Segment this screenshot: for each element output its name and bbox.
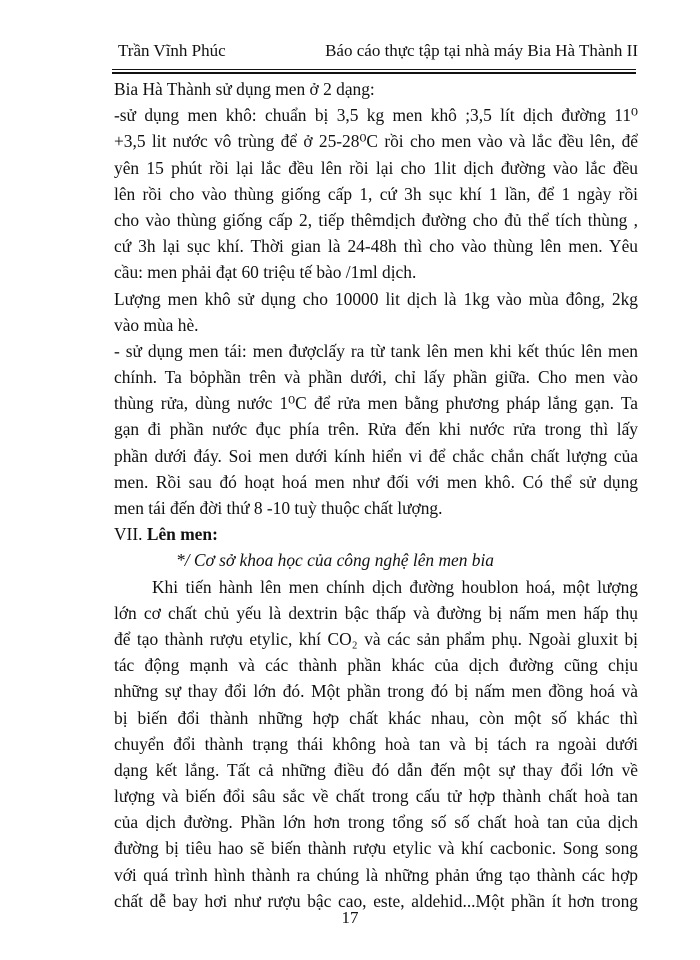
paragraph-line: đường bị tiêu hao sẽ biến thành rượu etylic và khí cacbonic. Song song bbox=[114, 838, 638, 859]
body-line: lên rồi cho vào thùng giống cấp 1, cứ 3h sục khí 1 lần, để 1 ngày rồi bbox=[114, 183, 638, 204]
paragraph-line: để tạo thành rượu etylic, khí CO₂ và các sản phẩm phụ. Ngoài gluxit bị bbox=[114, 628, 638, 649]
paragraph-line: dạng kết lắng. Tất cả những điều đó dẫn đến một sự thay đổi lớn về bbox=[114, 759, 638, 780]
paragraph-line: tác động mạnh và các thành phần khác của dịch đường cũng chịu bbox=[114, 655, 638, 676]
body-line: thùng rửa, dùng nước 1⁰C để rửa men bằng phương pháp lắng gạn. Ta bbox=[114, 393, 638, 414]
body-line: phần dưới đáy. Soi men dưới kính hiển vi để chắc chắn chất lượng của bbox=[114, 445, 638, 466]
paragraph-line: với quá trình hình thành ra chúng là những phản ứng tạo thành các hợp bbox=[114, 864, 638, 885]
body-line: yên 15 phút rồi lại lắc đều lên rồi lại cho 1lit dịch đường vào lắc đều bbox=[114, 157, 638, 178]
paragraph-line: bị biến đổi thành những hợp chất khác nhau, còn một số khác thì bbox=[114, 707, 638, 728]
paragraph-line: chuyển đổi thành trạng thái không hoà tan và bị tách ra ngoài dưới bbox=[114, 733, 638, 754]
body-line: cầu: men phải đạt 60 triệu tế bào /1ml dịch. bbox=[114, 262, 417, 283]
body-line: chính. Ta bỏphần trên và phần dưới, chỉ lấy phần giữa. Cho men vào bbox=[114, 367, 638, 388]
paragraph-line: lớn cơ chất chủ yếu là dextrin bậc thấp và đường bị nấm men hấp thụ bbox=[114, 602, 638, 623]
body-line: Lượng men khô sử dụng cho 10000 lit dịch là 1kg vào mùa đông, 2kg bbox=[114, 288, 638, 309]
page-number: 17 bbox=[341, 908, 359, 927]
body-line: men. Rồi sau đó hoạt hoá men như đối với men khô. Có thể sử dụng bbox=[114, 471, 638, 492]
body-line: men tái đến đời thứ 8 -10 tuỳ thuộc chất lượng. bbox=[114, 498, 443, 518]
body-line: +3,5 lit nước vô trùng để ở 25-28⁰C rồi cho men vào và lắc đều lên, để bbox=[114, 131, 638, 152]
paragraph-line: chất dễ bay hơi như rượu bậc cao, este, aldehid...Một phần ít hơn trong bbox=[114, 890, 638, 911]
body-line: gạn đi phần nước đục phía trên. Rửa đến khi nước rửa trong thì lấy bbox=[114, 419, 638, 440]
section-number: VII. bbox=[114, 524, 143, 545]
section-heading bbox=[114, 521, 638, 547]
paragraph-line: lượng và biến đổi sâu sắc về chất trong cấu tử hợp thành chất hoà tan bbox=[114, 786, 638, 807]
subheading: */ Cơ sở khoa học của công nghệ lên men bia bbox=[176, 550, 495, 571]
paragraph-line: Khi tiến hành lên men chính dịch đường houblon hoá, một lượng bbox=[152, 576, 638, 597]
section-title: Lên men: bbox=[146, 524, 218, 545]
body-line: cứ 3h lại sục khí. Thời gian là 24-48h thì cho vào thùng lên men. Yêu bbox=[114, 236, 638, 257]
paragraph-line: những sự thay đổi lớn đó. Một phần trong đó bị nấm men đồng hoá và bbox=[114, 681, 638, 702]
body-line: -sử dụng men khô: chuẩn bị 3,5 kg men khô ;3,5 lít dịch đường 11⁰ bbox=[114, 105, 638, 126]
body-line: Bia Hà Thành sử dụng men ở 2 dạng: bbox=[114, 79, 375, 99]
page-body bbox=[114, 76, 638, 914]
body-line: - sử dụng men tái: men đượclấy ra từ tank lên men khi kết thúc lên men bbox=[114, 340, 638, 361]
header-rule-thin bbox=[112, 69, 636, 70]
header-rule-thick bbox=[112, 72, 636, 74]
body-line: vào mùa hè. bbox=[114, 314, 199, 335]
paragraph-line: của dịch đường. Phần lớn hơn trong tổng số số chất hoà tan của dịch bbox=[114, 812, 638, 833]
report-title: Báo cáo thực tập tại nhà máy Bia Hà Thành II bbox=[325, 41, 638, 60]
author-name: Trần Vĩnh Phúc bbox=[118, 41, 226, 60]
body-line: cho vào thùng giống cấp 2, tiếp thêmdịch đường cho đủ thể tích thùng , bbox=[114, 209, 638, 230]
page-header bbox=[118, 40, 638, 64]
